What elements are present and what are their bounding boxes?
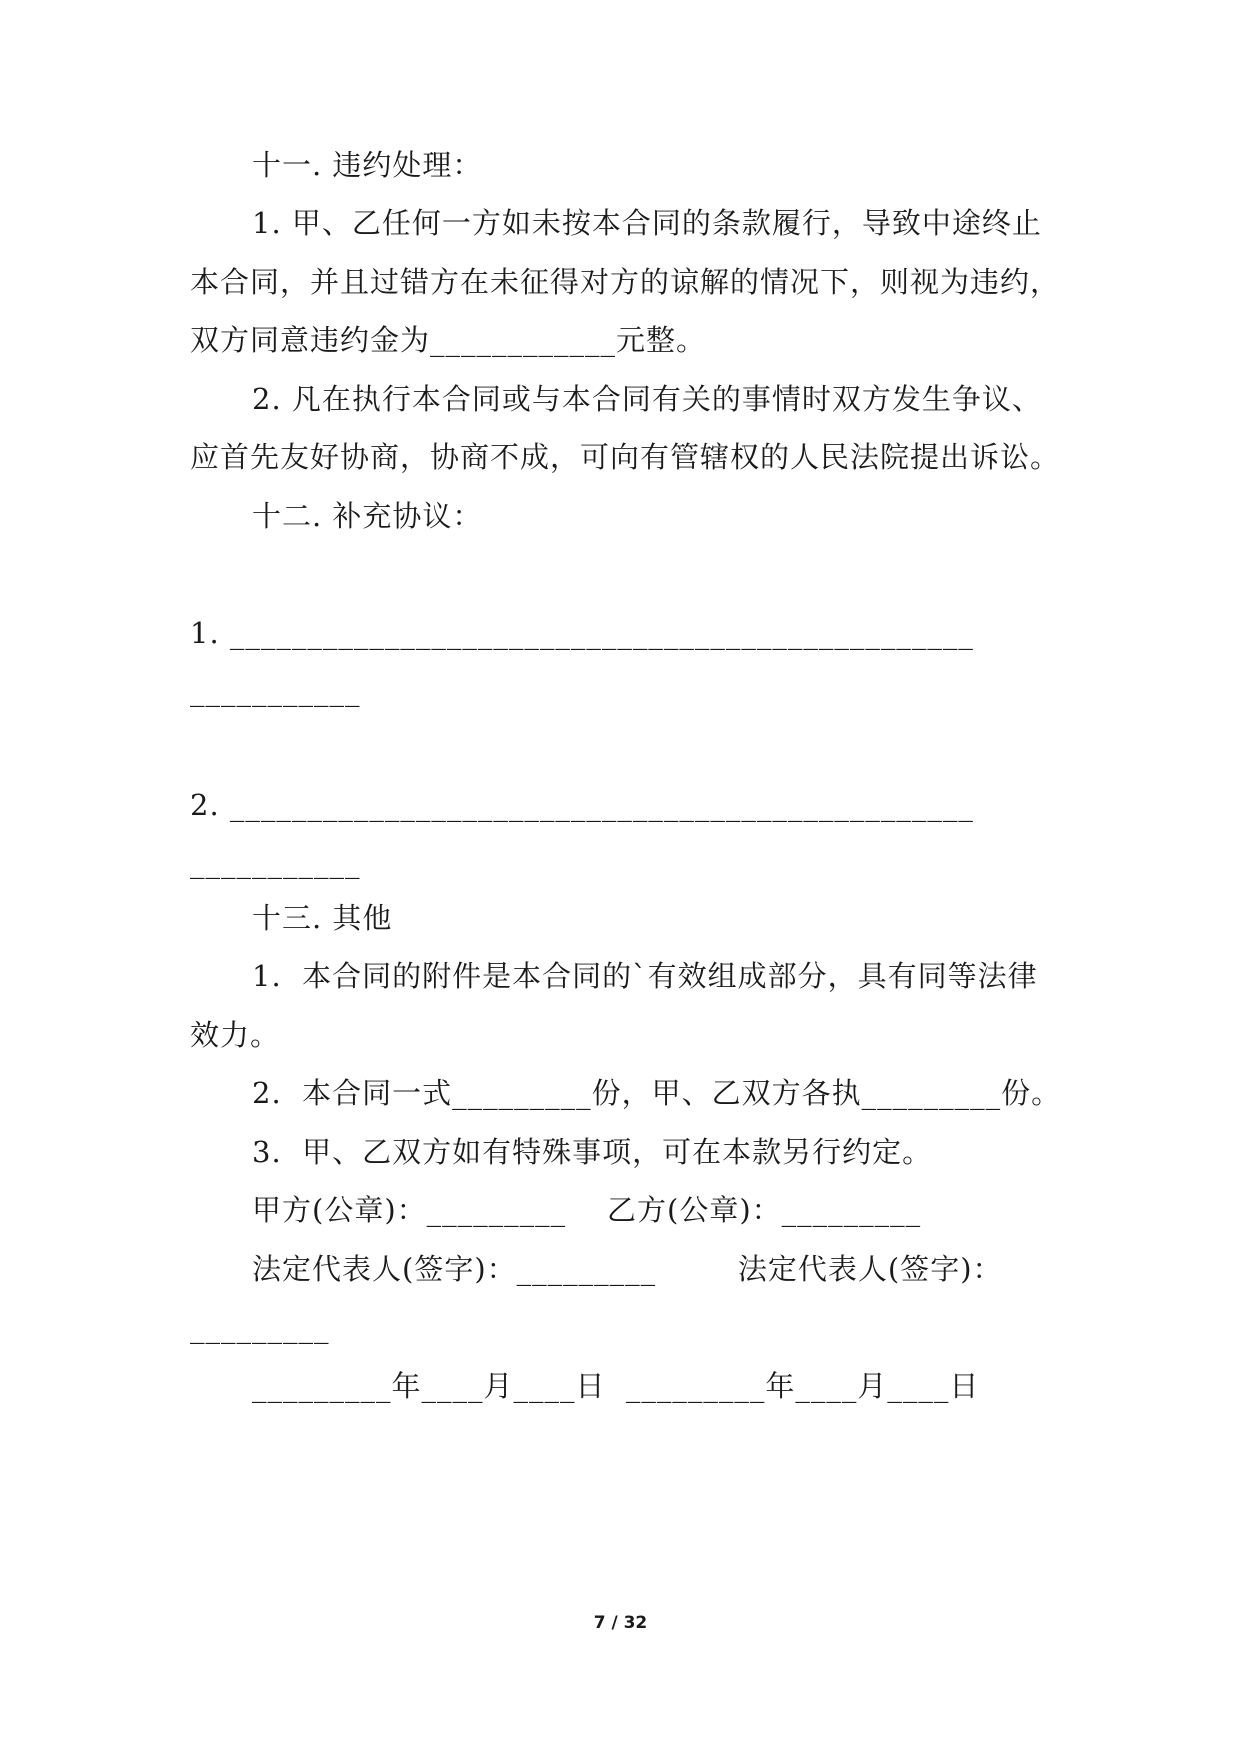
section-13-heading: 十三. 其他 — [252, 901, 393, 935]
section-11-item-2-line-1: 2. 凡在执行本合同或与本合同有关的事情时双方发生争议、 — [252, 382, 1042, 416]
section-11-item-2-line-2: 应首先友好协商，协商不成，可向有管辖权的人民法院提出诉讼。 — [190, 440, 1061, 474]
section-11-heading: 十一. 违约处理： — [252, 148, 483, 182]
section-11-item-1-line-3: 双方同意违约金为____________元整。 — [190, 323, 707, 357]
section-11-item-1-line-1: 1. 甲、乙任何一方如未按本合同的条款履行，导致中途终止 — [252, 206, 1042, 240]
section-13-item-1-line-2: 效力。 — [190, 1018, 281, 1052]
section-12-item-1-line-1: 1. ________________________________________________ — [190, 616, 974, 650]
representative-signature-line: 法定代表人(签字)：_________ 法定代表人(签字)： — [252, 1252, 1003, 1286]
section-13-item-3: 3. 甲、乙双方如有特殊事项，可在本款另行约定。 — [252, 1135, 933, 1169]
section-12-heading: 十二. 补充协议： — [252, 499, 483, 533]
date-line: _________年____月____日 _________年____月____日 — [252, 1369, 980, 1403]
representative-signature-continuation: _________ — [190, 1310, 330, 1344]
section-13-item-2: 2. 本合同一式_________份，甲、乙双方各执_________份。 — [252, 1076, 1062, 1110]
section-13-item-1-line-1: 1. 本合同的附件是本合同的`有效组成部分，具有同等法律 — [252, 959, 1038, 993]
section-11-item-1-line-2: 本合同，并且过错方在未征得对方的谅解的情况下，则视为违约， — [190, 265, 1061, 299]
party-seal-line: 甲方(公章)：_________ 乙方(公章)：_________ — [252, 1193, 922, 1227]
section-12-item-1-line-2: ___________ — [190, 673, 361, 707]
section-12-item-2-line-1: 2. ________________________________________________ — [190, 788, 974, 822]
section-12-item-2-line-2: ___________ — [190, 845, 361, 879]
page-number: 7 / 32 — [593, 1613, 648, 1633]
